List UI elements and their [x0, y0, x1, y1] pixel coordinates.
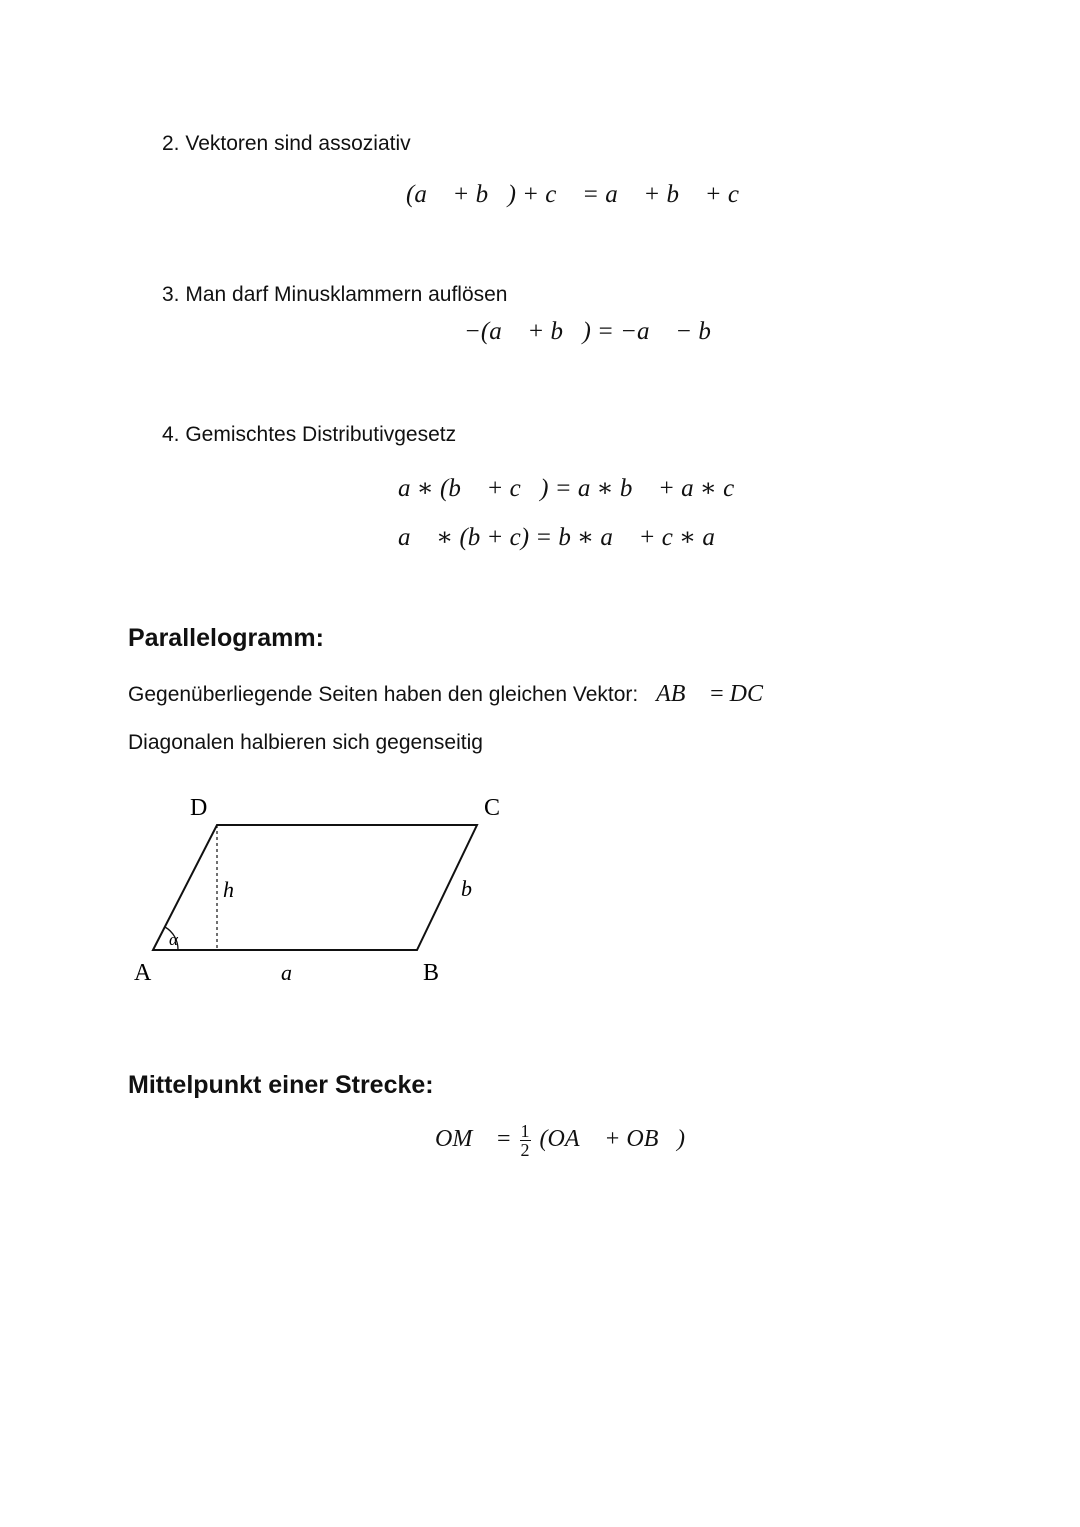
vector-ab: AB⃗ — [656, 681, 705, 707]
midpoint-equals: = — [497, 1126, 511, 1153]
vector-dc: DC⃗ — [729, 681, 782, 707]
opposite-sides-label: Gegenüberliegende Seiten haben den gleichen Vektor: — [128, 683, 639, 706]
vertex-a-label: A — [134, 960, 152, 986]
side-a-label: a — [281, 960, 292, 985]
parallelogram-shape — [153, 825, 477, 950]
fraction-numerator: 1 — [520, 1121, 530, 1141]
minus-bracket-formula: −(a⃗ + b⃗) = −a⃗ − b⃗ — [464, 318, 731, 345]
item-2-title: 2. Vektoren sind assoziativ — [162, 132, 411, 155]
side-b-label: b — [461, 876, 472, 901]
parallelogram-figure — [120, 788, 540, 998]
vertex-b-label: B — [423, 960, 440, 986]
associative-formula: (a⃗ + b⃗) + c⃗ = a⃗ + b⃗ + c⃗ — [406, 181, 759, 208]
midpoint-heading: Mittelpunkt einer Strecke: — [128, 1071, 434, 1099]
midpoint-formula — [435, 1122, 685, 1159]
fraction-denominator: 2 — [520, 1140, 530, 1160]
vertex-c-label: C — [484, 795, 501, 821]
midpoint-rhs: (OA⃗ + OB⃗) — [539, 1126, 686, 1153]
item-3-title: 3. Man darf Minusklammern auflösen — [162, 283, 508, 306]
angle-label: α — [169, 930, 178, 949]
height-label: h — [223, 877, 234, 902]
distributive-formula-1: a ∗ (b⃗ + c⃗) = a ∗ b⃗ + a ∗ c⃗ — [398, 475, 754, 502]
diagonals-text: Diagonalen halbieren sich gegenseitig — [128, 731, 483, 754]
opposite-sides-text — [128, 681, 782, 708]
item-4-title: 4. Gemischtes Distributivgesetz — [162, 423, 457, 446]
one-half-fraction — [520, 1122, 531, 1159]
distributive-formula-2: a⃗ ∗ (b + c) = b ∗ a⃗ + c ∗ a⃗ — [398, 524, 735, 551]
vertex-d-label: D — [190, 795, 208, 821]
parallelogram-heading: Parallelogramm: — [128, 624, 324, 652]
vector-equals: = — [710, 681, 724, 707]
vector-equation — [656, 681, 782, 707]
midpoint-lhs: OM⃗ — [435, 1126, 491, 1153]
